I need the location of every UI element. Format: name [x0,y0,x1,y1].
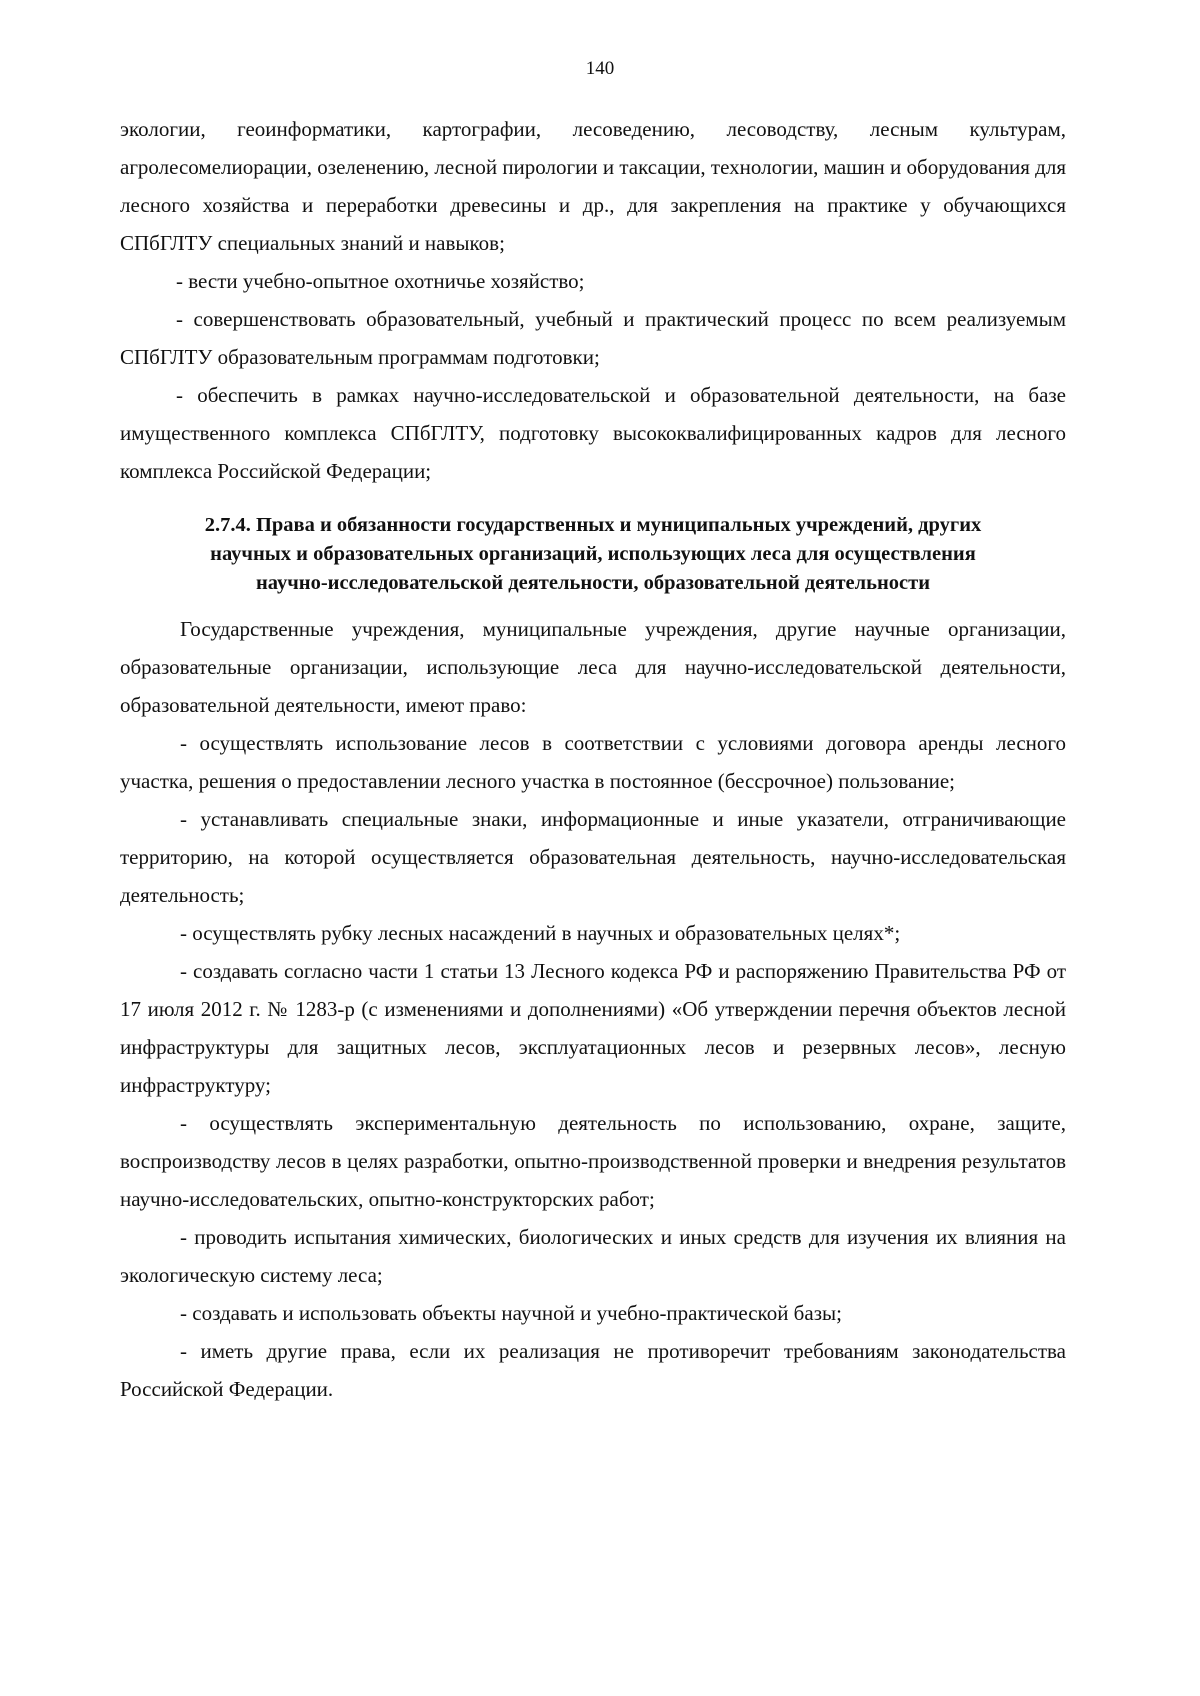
list-item: - осуществлять рубку лесных насаждений в научных и образовательных целях*; [180,921,901,945]
section-heading-line: научных и образовательных организаций, использующих леса для осуществления [210,543,976,565]
list-item: - создавать и использовать объекты научной и учебно-практической базы; [180,1301,842,1325]
paragraph: экологии, геоинформатики, картографии, лесоведению, лесоводству, лесным культурам, агролесомелиорации, озеленению, лесной пирологии и таксации, технологии, машин и оборудования для лесного хозяйства и переработки древесины и др., для закрепления на практике у обучающихся СПбГЛТУ специальных знаний и навыков; [120,117,1066,255]
list-item: - иметь другие права, если их реализация не противоречит требованиям законодательства Российской Федерации. [120,1339,1066,1401]
list-item: - обеспечить в рамках научно-исследовательской и образовательной деятельности, на базе имущественного комплекса СПбГЛТУ, подготовку высококвалифицированных кадров для лесного комплекса Российской Федерации; [120,383,1066,483]
section-heading [120,511,1066,598]
list-item: - проводить испытания химических, биологических и иных средств для изучения их влияния на экологическую систему леса; [120,1225,1066,1287]
section-heading-line: научно-исследовательской деятельности, образовательной деятельности [255,572,931,594]
list-item: - совершенствовать образовательный, учебный и практический процесс по всем реализуемым СПбГЛТУ образовательным программам подготовки; [120,307,1066,369]
list-item: - осуществлять использование лесов в соответствии с условиями договора аренды лесного участка, решения о предоставлении лесного участка в постоянное (бессрочное) пользование; [120,731,1066,793]
list-item: - вести учебно-опытное охотничье хозяйство; [176,269,585,293]
list-item: - устанавливать специальные знаки, информационные и иные указатели, отграничивающие территорию, на которой осуществляется образовательная деятельность, научно-исследовательская деятельность; [120,807,1066,907]
page-number: 140 [585,58,615,79]
paragraph: Государственные учреждения, муниципальные учреждения, другие научные организации, образовательные организации, использующие леса для научно-исследовательской деятельности, образовательной деятельности, имеют право: [120,617,1066,717]
page-content [120,110,1066,1408]
section-heading-line: 2.7.4. Права и обязанности государственных и муниципальных учреждений, других [204,514,982,536]
list-item: - создавать согласно части 1 статьи 13 Лесного кодекса РФ и распоряжению Правительства РФ от 17 июля 2012 г. № 1283-р (с изменениями и дополнениями) «Об утверждении перечня объектов лесной инфраструктуры для защитных лесов, эксплуатационных лесов и резервных лесов», лесную инфраструктуру; [120,959,1066,1097]
list-item: - осуществлять экспериментальную деятельность по использованию, охране, защите, воспроизводству лесов в целях разработки, опытно-производственной проверки и внедрения результатов научно-исследовательских, опытно-конструкторских работ; [120,1111,1066,1211]
